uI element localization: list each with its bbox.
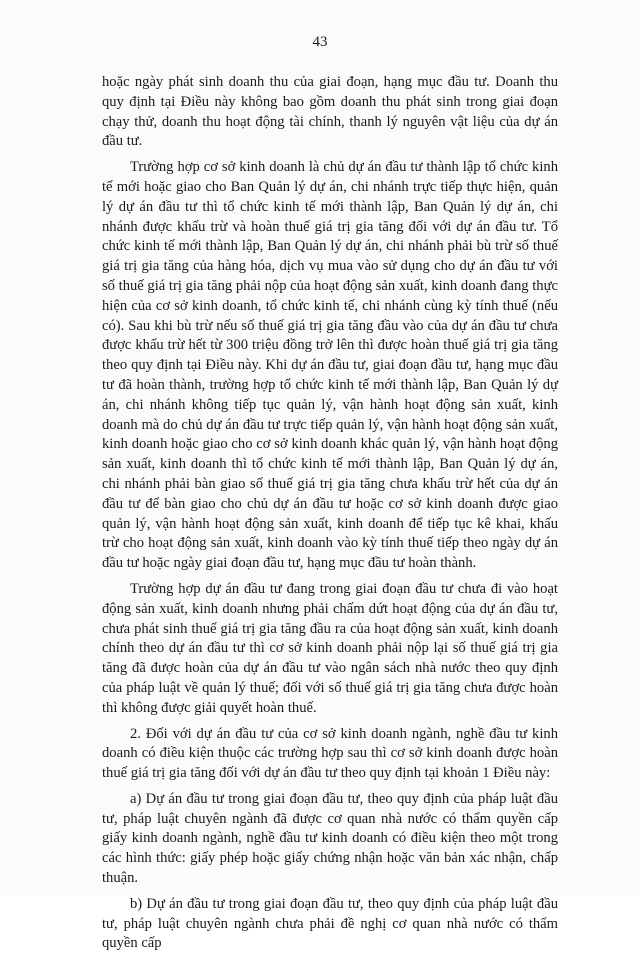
paragraph-clause-2: 2. Đối với dự án đầu tư của cơ sở kinh doanh ngành, nghề đầu tư kinh doanh có điều kiện thuộc các trường hợp sau thì cơ sở kinh doanh được hoàn thuế giá trị gia tăng đối với dự án đầu tư theo quy định tại khoản 1 Điều này: xyxy=(102,725,558,782)
page-number: 43 xyxy=(312,34,328,50)
paragraph-project-termination: Trường hợp dự án đầu tư đang trong giai đoạn đầu tư chưa đi vào hoạt động sản xuất, kinh doanh nhưng phải chấm dứt hoạt động của dự án đầu tư, chưa phát sinh thuế giá trị gia tăng đầu ra của hoạt động sản xuất, kinh doanh chính theo dự án đầu tư thì cơ sở kinh doanh phải nộp lại số thuế giá trị gia tăng đã được hoàn của dự án đầu tư vào ngân sách nhà nước theo quy định của pháp luật về quản lý thuế; đối với số thuế giá trị gia tăng chưa được hoàn thì không được giải quyết hoàn thuế. xyxy=(102,580,558,716)
document-body xyxy=(102,73,558,960)
paragraph-continuation: hoặc ngày phát sinh doanh thu của giai đoạn, hạng mục đầu tư. Doanh thu quy định tại Điều này không bao gồm doanh thu phát sinh trong giai đoạn chạy thử, doanh thu hoạt động tài chính, thanh lý nguyên vật liệu của dự án đầu tư. xyxy=(102,74,558,150)
paragraph-business-establishment: Trường hợp cơ sở kinh doanh là chủ dự án đầu tư thành lập tổ chức kinh tế mới hoặc giao cho Ban Quản lý dự án, chi nhánh trực tiếp thực hiện, quản lý dự án đầu tư thì tổ chức kinh tế mới thành lập, Ban Quản lý dự án, chi nhánh được khấu trừ và hoàn thuế giá trị gia tăng đối với dự án đầu tư. Tổ chức kinh tế mới thành lập, Ban Quản lý dự án, chi nhánh phải bù trừ số thuế giá trị gia tăng của hàng hóa, dịch vụ mua vào sử dụng cho dự án đầu tư với số thuế giá trị gia tăng phải nộp của hoạt động sản xuất, kinh doanh đang thực hiện của cơ sở kinh doanh, tổ chức kinh tế, chi nhánh cùng kỳ tính thuế (nếu có). Sau khi bù trừ nếu số thuế giá trị gia tăng đầu vào của dự án đầu tư chưa được khấu trừ hết từ 300 triệu đồng trở lên thì được hoàn thuế giá trị gia tăng theo quy định tại Điều này. Khi dự án đầu tư, giai đoạn đầu tư, hạng mục đầu tư đã hoàn thành, trường hợp tổ chức kinh tế mới thành lập, Ban Quản lý dự án, chi nhánh không tiếp tục quản lý, vận hành hoạt động sản xuất, kinh doanh mà do chủ dự án đầu tư trực tiếp quản lý, vận hành hoạt động sản xuất, kinh doanh hoặc giao cho cơ sở kinh doanh khác quản lý, vận hành hoạt động sản xuất, kinh doanh thì tổ chức kinh tế mới thành lập, Ban Quản lý dự án, chi nhánh phải bàn giao số thuế giá trị gia tăng chưa khấu trừ hết của dự án đầu tư để bàn giao cho chủ dự án đầu tư hoặc cơ sở kinh doanh được giao quản lý, vận hành hoạt động sản xuất, kinh doanh để tiếp tục kê khai, khấu trừ cho hoạt động sản xuất, kinh doanh vào kỳ tính thuế tiếp theo ngày dự án đầu tư hoặc ngày giai đoạn đầu tư, hạng mục đầu tư hoàn thành. xyxy=(102,159,558,572)
paragraph-point-a: a) Dự án đầu tư trong giai đoạn đầu tư, theo quy định của pháp luật đầu tư, pháp luật chuyên ngành đã được cơ quan nhà nước có thẩm quyền cấp giấy kinh doanh ngành, nghề đầu tư kinh doanh có điều kiện theo một trong các hình thức: giấy phép hoặc giấy chứng nhận hoặc văn bản xác nhận, chấp thuận. xyxy=(102,790,558,887)
paragraph-point-b: b) Dự án đầu tư trong giai đoạn đầu tư, theo quy định của pháp luật đầu tư, pháp luật chuyên ngành chưa phải đề nghị cơ quan nhà nước có thẩm quyền cấp xyxy=(102,895,558,952)
